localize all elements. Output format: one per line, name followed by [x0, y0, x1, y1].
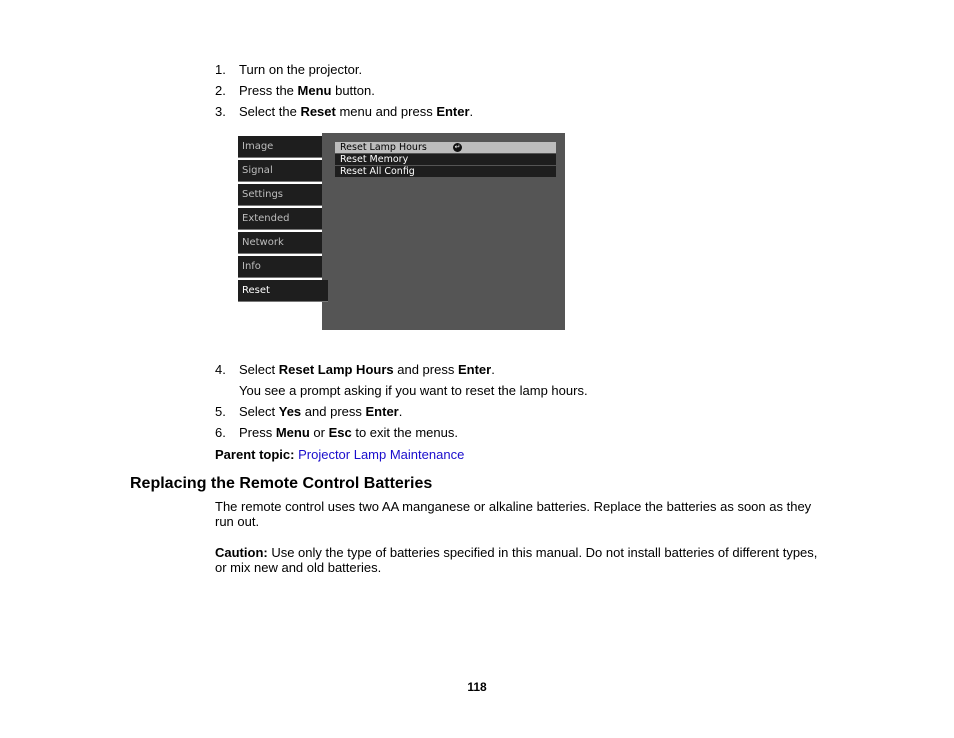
paragraph-line-2: run out. — [215, 514, 260, 529]
menu-item-reset-lamp-hours: Reset Lamp Hours ↵ — [335, 142, 556, 153]
step-number: 5. — [215, 404, 226, 419]
step-number: 1. — [215, 62, 226, 77]
step-text: Select Reset Lamp Hours and press Enter. — [239, 362, 495, 377]
projector-menu-screenshot — [238, 133, 565, 330]
parent-topic-label: Parent topic: — [215, 447, 295, 462]
menu-tab-signal: Signal — [238, 160, 322, 182]
step-text: Select the Reset menu and press Enter. — [239, 104, 474, 119]
menu-tab-network: Network — [238, 232, 322, 254]
enter-icon: ↵ — [454, 143, 461, 151]
step-text: Press the Menu button. — [239, 83, 375, 98]
step-number: 2. — [215, 83, 226, 98]
step-text: Turn on the projector. — [239, 62, 363, 77]
menu-item-reset-all-config: Reset All Config — [335, 166, 556, 177]
step-text: Select Yes and press Enter. — [239, 404, 403, 419]
menu-tab-info: Info — [238, 256, 322, 278]
caution-line-2: or mix new and old batteries. — [215, 560, 382, 575]
page-number: 118 — [467, 680, 487, 694]
caution-label: Caution: — [215, 545, 268, 560]
menu-tab-reset: Reset — [238, 280, 328, 302]
step-number: 3. — [215, 104, 226, 119]
menu-item-reset-memory: Reset Memory — [335, 154, 556, 165]
paragraph-line-1: The remote control uses two AA manganese or alkaline batteries. Replace the batteries as soon as they — [215, 499, 812, 514]
step-text: Press Menu or Esc to exit the menus. — [239, 425, 458, 440]
step-number: 4. — [215, 362, 226, 377]
menu-tab-image: Image — [238, 136, 322, 158]
step-number: 6. — [215, 425, 226, 440]
section-heading: Replacing the Remote Control Batteries — [130, 475, 433, 492]
step-4-result: You see a prompt asking if you want to reset the lamp hours. — [239, 383, 588, 398]
parent-topic — [215, 447, 464, 462]
parent-topic-link[interactable]: Projector Lamp Maintenance — [298, 447, 465, 462]
menu-tab-extended: Extended — [238, 208, 322, 230]
caution-line-1: Caution: Use only the type of batteries specified in this manual. Do not install batteries of different types, — [215, 545, 818, 560]
menu-tab-settings: Settings — [238, 184, 322, 206]
